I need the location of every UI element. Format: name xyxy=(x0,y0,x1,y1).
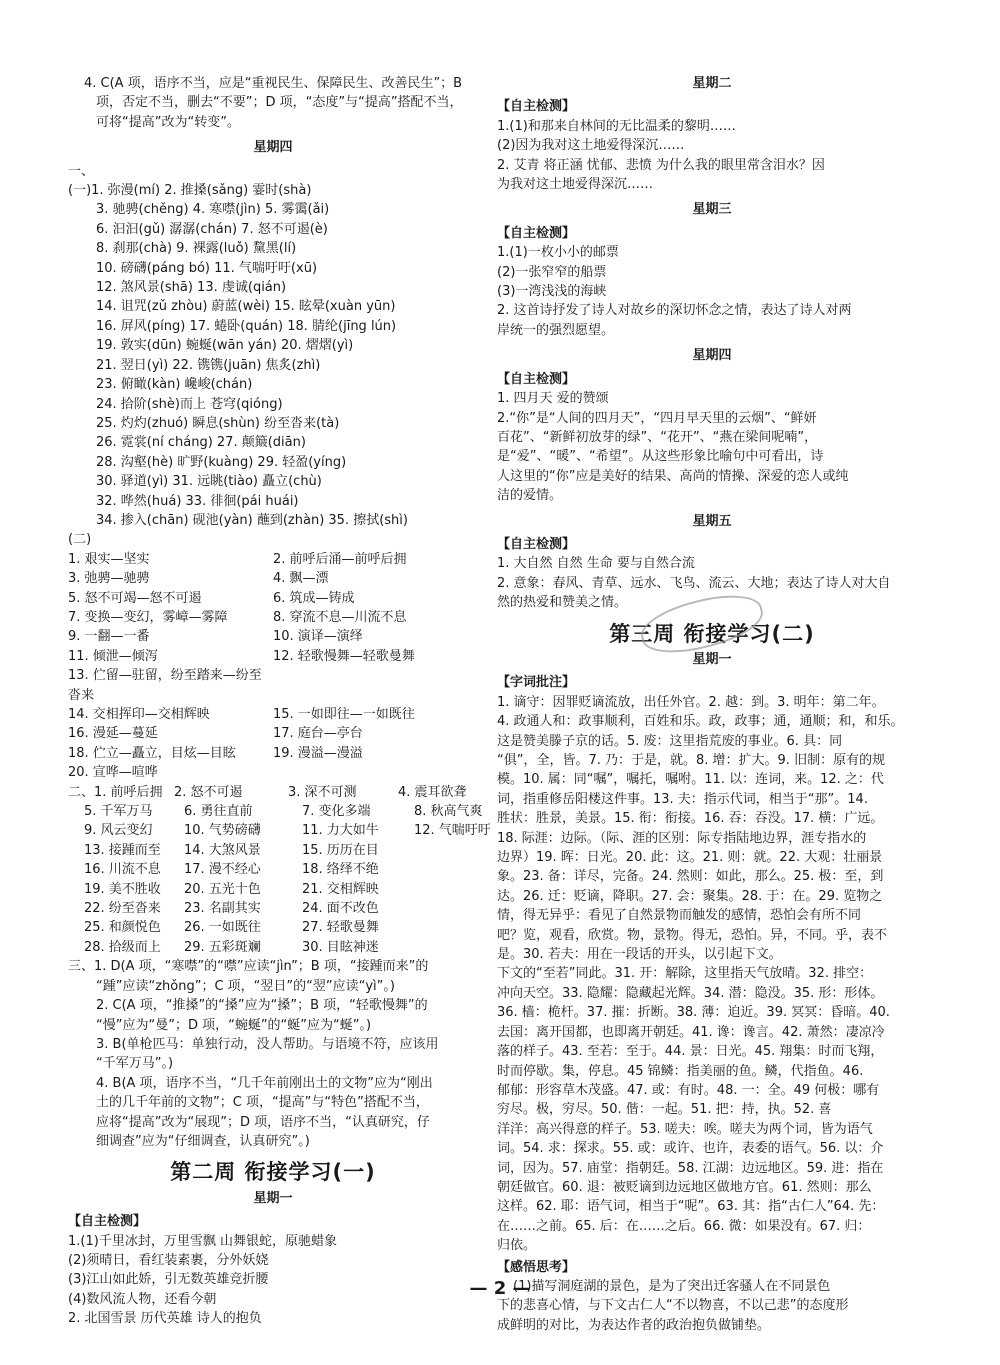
text-line: 词，因为。57. 庙堂：指朝廷。58. 江湖：边远地区。59. 进：指在 xyxy=(497,1160,884,1176)
grid-cell: 28. 拾级而上 xyxy=(84,939,161,955)
text-line: 23. 俯瞰(kàn) 巉峻(chán) xyxy=(96,377,253,393)
text-line: 落的样子。43. 至若：至于。44. 景：日光。45. 翔集：时而飞翔， xyxy=(497,1044,884,1060)
text-line: “慢”应为“曼”；D 项，“蜿蜒”的“蜒”应为“蜒”。) xyxy=(96,1017,372,1033)
text-line: 岸统一的强烈愿望。 xyxy=(497,322,615,338)
section-three xyxy=(68,957,478,1151)
grid-row xyxy=(68,569,478,588)
grid-cell: 7. 变化多端 xyxy=(302,804,371,820)
section-label: 二、 xyxy=(68,784,95,800)
grid-cell xyxy=(414,918,494,937)
text-line: 2. 艾青 将正涵 忧郁、悲愤 为什么我的眼里常含泪水？因 xyxy=(497,157,825,173)
text-line: 是。30. 若夫：用在一段话的开头，以引起下文。 xyxy=(497,947,782,963)
week-heading: 第二周 衔接学习(一) xyxy=(170,1160,376,1185)
day-heading: 星期一 xyxy=(692,651,732,667)
grid-cell: 10. 演译—演绎 xyxy=(273,629,363,645)
text-line: “俱”，全，皆。7. 乃：于是，就。8. 增：扩大。9. 旧制：原有的规 xyxy=(497,753,886,768)
text-line: 应将“提高”改为“展现”；D 项，语序不当，“认真研究，仔 xyxy=(96,1114,430,1130)
grid-row xyxy=(68,705,478,724)
grid-cell: 24. 面不改色 xyxy=(302,901,379,917)
text-line: 郁郁：形容草木茂盛。47. 或：有时。48. 一：全。49 何极：哪有 xyxy=(497,1082,880,1098)
grid-cell xyxy=(414,860,494,879)
text-line: (3)一湾浅浅的海峡 xyxy=(497,284,607,300)
grid-cell: 5. 千军万马 xyxy=(84,804,153,820)
right-column xyxy=(497,74,927,1335)
text-line: (3)江山如此娇，引无数英雄竞折腰 xyxy=(68,1272,269,1288)
grid-row xyxy=(68,802,483,821)
grid-cell xyxy=(273,763,478,782)
grid-cell: 6. 勇往直前 xyxy=(184,804,253,820)
text-line: 1. 大自然 自然 生命 要与自然合流 xyxy=(497,556,695,572)
grid-cell: 11. 倾泄—倾泻 xyxy=(68,648,158,664)
text-line: 25. 灼灼(zhuó) 瞬息(shùn) 纷至沓来(tà) xyxy=(96,415,340,431)
text-line: 去国：离开国都，也即离开朝廷。41. 谗：谗言。42. 萧然：凄凉冷 xyxy=(497,1024,885,1040)
text-line: 2. 这首诗抒发了诗人对故乡的深切怀念之情，表达了诗人对两 xyxy=(497,303,852,319)
text-line: 21. 翌日(yì) 22. 镌镌(juān) 焦炙(zhì) xyxy=(96,357,321,373)
grid-cell: 20. 宣哗—喧哗 xyxy=(68,765,158,781)
grid-cell: 26. 一如既往 xyxy=(184,920,261,936)
text-line: 模。10. 属：同“嘱”，嘱托，嘱咐。11. 以：连词，来。12. 之：代 xyxy=(497,772,884,788)
text-line: 34. 掺入(chān) 砚池(yàn) 蘸到(zhàn) 35. 擦拭(shì) xyxy=(96,512,408,528)
grid-cell: 6. 筑成—铸成 xyxy=(273,590,355,606)
text-line: 边界）19. 晖：日光。20. 此：这。21. 则：就。22. 大观：壮丽景 xyxy=(497,850,883,866)
text-line: 朝廷做官。60. 退：被贬谪到边远地区做地方官。61. 然则：那么 xyxy=(497,1179,872,1195)
grid-cell: 19. 美不胜收 xyxy=(84,881,161,897)
text-line: 24. 拾阶(shè)而上 苍穹(qióng) xyxy=(96,396,283,412)
grid-cell xyxy=(68,783,174,802)
grid-row xyxy=(68,783,478,802)
grid-row xyxy=(68,841,478,860)
grid-cell: 16. 漫延—蔓延 xyxy=(68,726,158,742)
text-line: 项，否定不当，删去“不要”；D 项，“态度”与“提高”搭配不当， xyxy=(96,95,463,111)
text-line: 词。54. 求：探求。55. 或：或许、也许，表委的语气。56. 以：介 xyxy=(497,1141,884,1157)
grid-row xyxy=(68,763,478,782)
grid-cell: 13. 伫留—驻留，纷至踏来—纷至沓来 xyxy=(68,668,262,703)
text-line: 这样。62. 耶：语气词，相当于“呢”。63. 其：指“古仁人”64. 先： xyxy=(497,1199,885,1215)
text-line: 6. 汩汩(gǔ) 潺潺(chán) 7. 怒不可遏(è) xyxy=(96,221,328,237)
week-heading: 第三周 衔接学习(二) xyxy=(609,621,815,646)
grid-cell: 17. 庭台—亭台 xyxy=(273,726,363,742)
text-line: 洁的爱情。 xyxy=(497,488,563,504)
text-line: 下文的“至若”同此。31. 开：解除，这里指天气放晴。32. 排空： xyxy=(497,966,873,982)
text-line: 吧？览，观看，欣赏。物，景物。得无，恐怕。异，不同。乎，表不 xyxy=(497,927,888,943)
grid-row xyxy=(68,666,478,705)
grid-cell: 8. 秋高气爽 xyxy=(414,804,483,820)
text-line: 胜状：胜景，美景。15. 衔：衔接。16. 吞：吞没。17. 横：广远。 xyxy=(497,811,884,827)
text-line: 3. 驰骋(chěng) 4. 寒噤(jìn) 5. 雾霭(ǎi) xyxy=(96,202,330,218)
grid-cell: 10. 气势磅礴 xyxy=(184,823,261,839)
text-line: 人这里的“你”应是美好的结果、高尚的情操、深爱的恋人或纯 xyxy=(497,468,849,484)
grid-cell: 30. 目眩神迷 xyxy=(302,939,379,955)
text-line: (4)数风流人物，还看今朝 xyxy=(68,1291,217,1307)
grid-cell: 29. 五彩斑斓 xyxy=(184,939,261,955)
grid-row xyxy=(68,821,491,840)
left-column xyxy=(68,74,491,1329)
text-line: 4. 政通人和：政事顺利，百姓和乐。政，政事；通，通顺；和，和乐。 xyxy=(497,714,904,730)
grid-cell: 16. 川流不息 xyxy=(84,862,161,878)
text-line: 达。26. 迁：贬谪，降职。27. 会：聚集。28. 于：在。29. 览物之 xyxy=(497,888,883,904)
idiom-grid xyxy=(68,783,491,958)
day-heading: 星期四 xyxy=(692,348,732,364)
text-line: 19. 敦实(dūn) 蜿蜒(wān yán) 20. 熠熠(yì) xyxy=(96,338,354,354)
text-line: 归依。 xyxy=(497,1238,537,1254)
text-line: 3. B(单枪匹马：单独行动，没人帮助。与语境不符，应该用 xyxy=(96,1036,439,1052)
grid-cell: 2. 前呼后涌—前呼后拥 xyxy=(273,551,407,567)
text-line: 16. 屏风(píng) 17. 蜷卧(quán) 18. 腈纶(jīng lún) xyxy=(96,318,397,334)
grid-row xyxy=(68,880,478,899)
block-heading: 【感悟思考】 xyxy=(497,1259,576,1275)
text-line: 冲向天空。33. 隐耀：隐藏起光辉。34. 潜：隐没。35. 形：形体。 xyxy=(497,985,884,1001)
text-line: 下的悲喜心情，与下文古仁人“不以物喜，不以己悲”的态度形 xyxy=(497,1298,849,1314)
text-line: (2)因为我对这土地爱得深沉…… xyxy=(497,138,685,154)
text-line: 2. 意象：春风、青草、远水、飞鸟、流云、大地；表达了诗人对大自 xyxy=(497,575,891,591)
grid-cell: 15. 历历在目 xyxy=(302,842,379,858)
grid-cell: 12. 气喘吁吁 xyxy=(414,823,491,839)
grid-cell: 18. 络绎不绝 xyxy=(302,862,379,878)
grid-row xyxy=(68,724,478,743)
text-line: 细调查”应为“仔细调查，认真研究”。) xyxy=(96,1133,310,1149)
text-line: (一)1. 弥漫(mí) 2. 推搡(sǎng) 霎时(shà) xyxy=(68,183,312,199)
grid-cell: 7. 变换—变幻，雾嶂—雾障 xyxy=(68,609,228,625)
grid-cell: 17. 漫不经心 xyxy=(184,862,261,878)
intro-block xyxy=(68,74,478,132)
grid-row xyxy=(68,550,478,569)
text-line: 14. 诅咒(zǔ zhòu) 蔚蓝(wèi) 15. 眩晕(xuàn yūn) xyxy=(96,299,396,315)
page-number: — 2 — xyxy=(469,1278,531,1299)
grid-cell: 3. 弛骋—驰骋 xyxy=(68,571,150,587)
day-heading: 星期二 xyxy=(692,76,732,91)
grid-cell xyxy=(414,938,494,957)
text-line: (2)须晴日，看红装素裹，分外妖娆 xyxy=(68,1252,269,1268)
block-heading: 【自主检测】 xyxy=(497,99,576,115)
text-line: “千军万马”。) xyxy=(96,1056,174,1072)
text-line: 洋洋：高兴得意的样子。53. 嗟夫：唉。嗟夫为两个词，皆为语气 xyxy=(497,1121,873,1137)
grid-row xyxy=(68,589,478,608)
text-line: 30. 驿道(yì) 31. 远眺(tiào) 矗立(chù) xyxy=(96,474,322,490)
grid-row xyxy=(68,608,478,627)
text-line: 26. 霓裳(ní cháng) 27. 颠簸(diān) xyxy=(96,435,306,451)
grid-cell: 5. 怒不可竭—怒不可遏 xyxy=(68,590,202,606)
grid-cell: 18. 伫立—矗立，目炫—目眩 xyxy=(68,745,236,761)
grid-cell: 14. 交相挥印—交相辉映 xyxy=(68,707,210,722)
section-label: 一、 xyxy=(68,163,95,179)
grid-cell: 25. 和颜悦色 xyxy=(84,920,161,936)
text-line: 土的几千年前的文物”；C 项，“提高”与“特色”搭配不当， xyxy=(96,1095,429,1111)
block-heading: 【自主检测】 xyxy=(497,536,576,552)
grid-cell xyxy=(414,841,494,860)
grid-cell xyxy=(273,666,478,705)
grid-cell: 4. 震耳欲聋 xyxy=(398,784,467,800)
text-line: 这是赞美滕子京的话。5. 废：这里指荒废的事业。6. 具：同 xyxy=(497,733,843,749)
text-line: 穷尽。极，穷尽。50. 偕：一起。51. 把：持，执。52. 喜 xyxy=(497,1102,832,1118)
text-line: 4. B(A 项，语序不当，“几千年前刚出土的文物”应为“刚出 xyxy=(96,1075,433,1091)
block-heading: 【字词批注】 xyxy=(497,675,576,691)
text-line: 成鲜明的对比，为表达作者的政治抱负做铺垫。 xyxy=(497,1317,771,1333)
block-heading: 【自主检测】 xyxy=(68,1214,147,1230)
text-line: 1. 四月天 爱的赞颂 xyxy=(497,391,609,407)
grid-row xyxy=(68,938,478,957)
correction-grid xyxy=(68,550,478,783)
text-line: 时而停歇。集，停息。45 锦鳞：指美丽的鱼。鳞，代指鱼。46. xyxy=(497,1063,864,1079)
text-line: 然的热爱和赞美之情。 xyxy=(497,595,628,611)
text-line: “踵”应读“zhǒng”；C 项，“翌日”的“翌”应读“yì”。) xyxy=(96,978,395,994)
grid-row xyxy=(68,918,478,937)
grid-cell: 9. 一翻—一番 xyxy=(68,629,150,645)
grid-cell: 19. 漫溢—漫溢 xyxy=(273,745,363,761)
text-line: 2. 北国雪景 历代英雄 诗人的抱负 xyxy=(68,1311,262,1327)
section-label: (二) xyxy=(68,532,92,548)
grid-cell-text: 1. 前呼后拥 xyxy=(94,784,163,800)
grid-cell: 2. 怒不可遏 xyxy=(174,784,243,800)
grid-cell: 3. 深不可测 xyxy=(288,784,357,800)
text-line: 三、1. D(A 项，“寒噤”的“噤”应读“jìn”；B 项，“接踵而来”的 xyxy=(68,959,429,975)
text-line: 1.(1)一枚小小的邮票 xyxy=(497,245,619,261)
grid-cell: 21. 交相辉映 xyxy=(302,881,379,897)
block-heading: 【自主检测】 xyxy=(497,225,576,241)
text-line: 百花”、“新鲜初放芽的绿”、“花开”、“燕在梁间呢喃”， xyxy=(497,429,818,445)
day-heading: 星期四 xyxy=(253,140,293,156)
text-line: 情，得无异乎：看见了自然景物而触发的感情，恐怕会有所不同 xyxy=(497,908,862,924)
grid-row xyxy=(68,647,478,666)
day-heading: 星期五 xyxy=(692,513,732,529)
text-line: 为我对这土地爱得深沉…… xyxy=(497,177,654,193)
grid-row xyxy=(68,744,478,763)
grid-cell: 14. 大煞风景 xyxy=(184,842,261,858)
grid-cell: 20. 五光十色 xyxy=(184,881,261,897)
grid-row xyxy=(68,899,478,918)
text-line: 28. 沟壑(hè) 旷野(kuàng) 29. 轻盈(yíng) xyxy=(96,454,347,470)
grid-cell: 23. 名副其实 xyxy=(184,901,261,917)
text-line: 12. 煞风景(shā) 13. 虔诚(qián) xyxy=(96,280,287,296)
text-line: 1. 谪守：因罪贬谪流放，出任外官。2. 越：到。3. 明年：第二年。 xyxy=(497,694,885,710)
vocab-notes xyxy=(497,693,927,1256)
text-line: (1)描写洞庭湖的景色，是为了突出迁客骚人在不同景色 xyxy=(513,1278,831,1294)
grid-cell: 22. 纷至沓来 xyxy=(84,901,161,917)
text-line: 在……之前。65. 后：在……之后。66. 微：如果没有。67. 归： xyxy=(497,1218,871,1234)
grid-cell: 15. 一如即往—一如既往 xyxy=(273,707,415,722)
text-line: 32. 哗然(huá) 33. 徘徊(pái huái) xyxy=(96,493,299,509)
text-line: 4. C(A 项，语序不当，应是“重视民生、保障民生、改善民生”；B xyxy=(84,76,463,91)
grid-cell: 11. 力大如牛 xyxy=(302,823,379,839)
text-line: 36. 樯：桅杆。37. 摧：折断。38. 薄：迫近。39. 冥冥：昏暗。40. xyxy=(497,1005,890,1021)
grid-row xyxy=(68,860,478,879)
text-line: 8. 刹那(chà) 9. 裸露(luǒ) 黧黑(lí) xyxy=(96,241,297,257)
text-line: 词，指重修岳阳楼这件事。13. 夫：指示代词，相当于“那”。14. xyxy=(497,791,868,807)
grid-cell: 9. 风云变幻 xyxy=(84,823,153,839)
text-line: 1.(1)和那来自林间的无比温柔的黎明…… xyxy=(497,118,736,134)
grid-cell xyxy=(414,880,494,899)
text-line: 2.“你”是“人间的四月天”，“四月早天里的云烟”、“鲜妍 xyxy=(497,410,817,426)
text-line: (2)一张窄窄的船票 xyxy=(497,264,607,280)
grid-cell: 13. 接踵而至 xyxy=(84,842,161,858)
grid-cell: 4. 飘—漂 xyxy=(273,571,329,587)
block-heading: 【自主检测】 xyxy=(497,371,576,387)
text-line: 象。23. 备：详尽，完备。24. 然则：如此，那么。25. 极：至，到 xyxy=(497,869,884,885)
text-line: 2. C(A 项，“推搡”的“搡”应为“搡”；B 项，“轻歌慢舞”的 xyxy=(96,998,428,1014)
grid-cell: 1. 艰实—坚实 xyxy=(68,551,150,567)
grid-row xyxy=(68,627,478,646)
grid-cell xyxy=(414,899,494,918)
text-line: 18. 际涯：边际。（际、涯的区别：际专指陆地边界，涯专指水的 xyxy=(497,830,867,846)
text-line: 是“爱”、“暖”、“希望”。从这些形象比喻句中可看出，诗 xyxy=(497,449,824,465)
grid-cell: 12. 轻歌慢舞—轻歌曼舞 xyxy=(273,648,415,664)
text-line: 可将“提高”改为“转变”。 xyxy=(96,114,240,130)
text-line: 10. 磅礴(páng bó) 11. 气喘吁吁(xū) xyxy=(96,260,318,276)
day-heading: 星期一 xyxy=(253,1190,293,1206)
pinyin-list xyxy=(68,181,478,530)
text-line: 1.(1)千里冰封，万里雪飘 山舞银蛇，原驰蜡象 xyxy=(68,1233,337,1249)
day-heading: 星期三 xyxy=(692,202,732,218)
grid-cell: 27. 轻歌曼舞 xyxy=(302,920,379,936)
grid-cell: 8. 穿流不息—川流不息 xyxy=(273,609,407,625)
